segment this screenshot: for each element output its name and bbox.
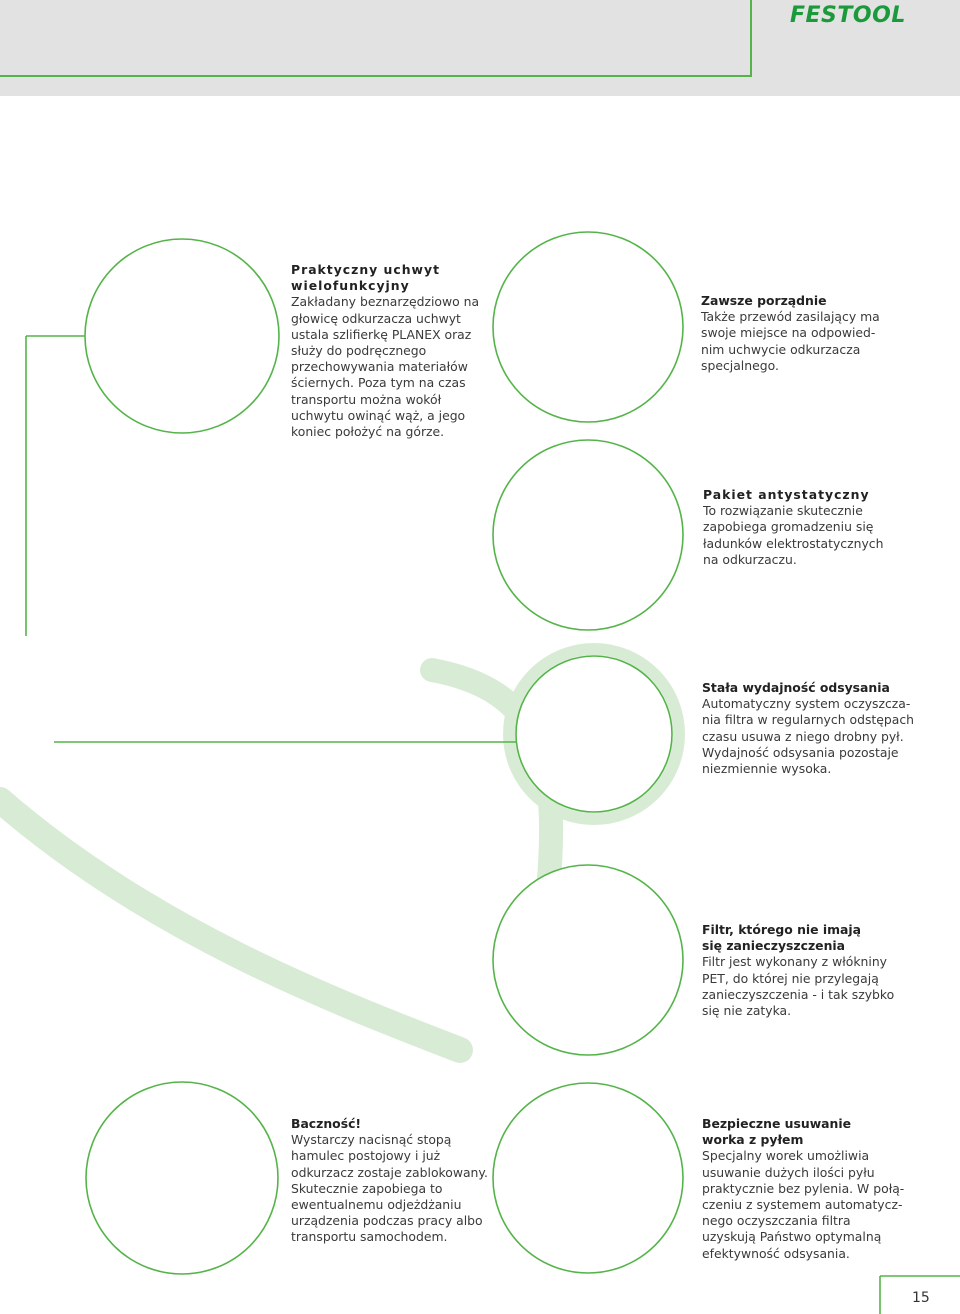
feature-text: Filtr jest wykonany z włókniny PET, do której nie przylegają zanieczyszczenia - i tak szybko się nie zatyka.	[702, 954, 895, 1019]
festool-logo: FESTOOL	[790, 3, 906, 28]
feature-circle-1	[85, 239, 279, 433]
feature-constant-suction	[702, 680, 932, 777]
feature-text: To rozwiązanie skutecznie zapobiega gromadzeniu się ładunków elektrostatycznych na odkurzaczu.	[703, 503, 884, 567]
feature-filter	[702, 922, 922, 1019]
feature-safe-removal	[702, 1116, 912, 1262]
feature-circle-7	[493, 1083, 683, 1273]
feature-circle-5	[493, 865, 683, 1055]
feature-title: Bezpieczne usuwanie worka z pyłem	[702, 1116, 851, 1148]
feature-text: Specjalny worek umożliwia usuwanie dużych ilości pyłu praktycznie bez pylenia. W połą- czeniu z systemem automatycz- nego oczyszczania filtra uzyskują Państwo optymalną efektywność odsysania.	[702, 1148, 905, 1261]
feature-tidy	[701, 293, 901, 374]
feature-circle-4	[516, 656, 672, 812]
feature-text: Wystarczy nacisnąć stopą hamulec postojowy i już odkurzacz zostaje zablokowany. Skutecznie zapobiega to ewentualnemu odjeżdżaniu urządzenia podczas pracy albo transportu samochodem.	[291, 1132, 488, 1245]
feature-circle-2	[493, 232, 683, 422]
feature-multi-holder	[291, 262, 491, 440]
feature-circle-3	[493, 440, 683, 630]
feature-title: Zawsze porządnie	[701, 293, 827, 308]
feature-title: Baczność!	[291, 1116, 362, 1131]
feature-title: Stała wydajność odsysania	[702, 680, 890, 695]
feature-text: Zakładany beznarzędziowo na głowicę odkurzacza uchwyt ustala szlifierkę PLANEX oraz służy do podręcznego przechowywania materiałów ściernych. Poza tym na czas transportu można wokół uchwytu owinąć wąż, a jego koniec położyć na górze.	[291, 294, 480, 440]
feature-title: Praktyczny uchwyt wielofunkcyjny	[291, 262, 440, 294]
feature-attention	[291, 1116, 501, 1246]
feature-title: Filtr, którego nie imają się zanieczyszczenia	[702, 922, 861, 954]
feature-text: Także przewód zasilający ma swoje miejsce na odpowied- nim uchwycie odkurzacza specjalnego.	[701, 309, 880, 373]
hose-arc	[0, 800, 460, 1050]
feature-text: Automatyczny system oczyszcza- nia filtra w regularnych odstępach czasu usuwa z niego drobny pył. Wydajność odsysania pozostaje niezmiennie wysoka.	[702, 696, 915, 777]
feature-title: Pakiet antystatyczny	[703, 487, 870, 502]
page-number: 15	[912, 1290, 930, 1306]
feature-circle-6	[86, 1082, 278, 1274]
feature-antistatic	[703, 487, 903, 568]
